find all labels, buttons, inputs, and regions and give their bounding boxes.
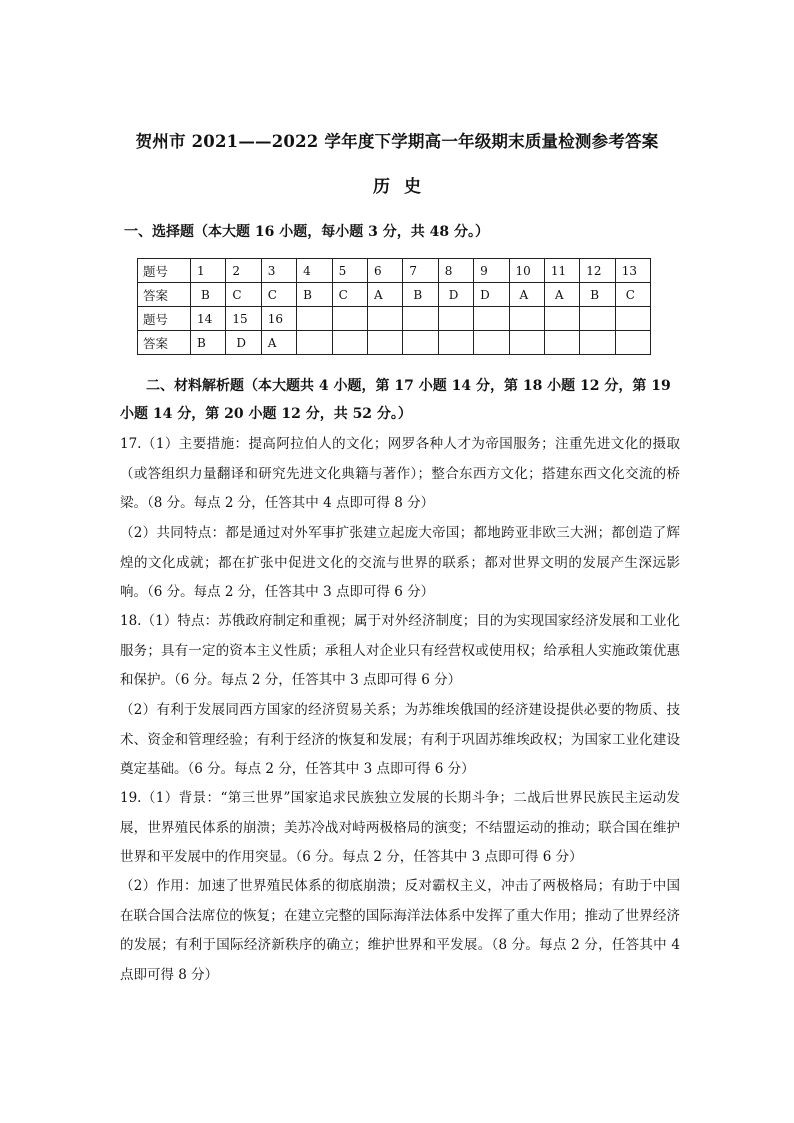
empty-cell — [580, 307, 615, 331]
question-number: 7 — [403, 259, 438, 283]
answer-cell: B — [191, 331, 226, 355]
empty-cell — [367, 331, 402, 355]
question-number: 3 — [261, 259, 296, 283]
answer-cell: B — [297, 283, 332, 307]
answer-cell: B — [191, 283, 226, 307]
subject-title: 历史 — [373, 177, 435, 197]
empty-cell — [615, 331, 650, 355]
question-number: 6 — [367, 259, 402, 283]
answer-cell: A — [261, 331, 296, 355]
empty-cell — [332, 331, 367, 355]
answer-cell: D — [474, 283, 509, 307]
document-title: 贺州市 2021——2022 学年度下学期高一年级期末质量检测参考答案 — [135, 132, 659, 151]
question-number: 4 — [297, 259, 332, 283]
question-number: 2 — [226, 259, 261, 283]
answer-cell: D — [226, 331, 261, 355]
question-number: 9 — [474, 259, 509, 283]
empty-cell — [615, 307, 650, 331]
answer-cell: D — [438, 283, 473, 307]
answer-cell: C — [226, 283, 261, 307]
question-number: 5 — [332, 259, 367, 283]
empty-cell — [297, 307, 332, 331]
answer-cell: C — [261, 283, 296, 307]
answer-cell: A — [367, 283, 402, 307]
table-row-question-numbers-2 — [138, 307, 651, 331]
row-label-answer: 答案 — [138, 331, 191, 355]
table-row-answers-2 — [138, 331, 651, 355]
row-label-question: 题号 — [138, 307, 191, 331]
empty-cell — [474, 307, 509, 331]
empty-cell — [438, 331, 473, 355]
answer-cell: B — [580, 283, 615, 307]
empty-cell — [438, 307, 473, 331]
answer-17-part-2: （2）共同特点：都是通过对外军事扩张建立起庞大帝国；都地跨亚非欧三大洲；都创造了辉煌的文化成就；都在扩张中促进文化的交流与世界的联系；都对世界文明的发展产生深远影响。（6 分。每点 2 分，任答其中 3 点即可得 6 分） — [120, 525, 680, 600]
section2-heading: 二、材料解析题（本大题共 4 小题，第 17 小题 14 分，第 18 小题 12 分，第 19 小题 14 分，第 20 小题 12 分，共 52 分。） — [120, 378, 671, 422]
empty-cell — [332, 307, 367, 331]
answer-cell: C — [332, 283, 367, 307]
question-number: 10 — [509, 259, 544, 283]
empty-cell — [509, 307, 544, 331]
answer-17-part-1: 17.（1）主要措施：提高阿拉伯人的文化；网罗各种人才为帝国服务；注重先进文化的摄取（或答组织力量翻译和研究先进文化典籍与著作）；整合东西方文化；搭建东西文化交流的桥梁。（8 分。每点 2 分，任答其中 4 点即可得 8 分） — [120, 436, 680, 511]
question-number: 15 — [226, 307, 261, 331]
empty-cell — [544, 307, 579, 331]
empty-cell — [580, 331, 615, 355]
empty-cell — [403, 307, 438, 331]
question-number: 12 — [580, 259, 615, 283]
answer-cell: B — [403, 283, 438, 307]
empty-cell — [367, 307, 402, 331]
answer-cell: A — [509, 283, 544, 307]
table-row-answers-1 — [138, 283, 651, 307]
answer-table — [137, 258, 651, 355]
empty-cell — [403, 331, 438, 355]
row-label-answer: 答案 — [138, 283, 191, 307]
answer-18-part-2: （2）有利于发展同西方国家的经济贸易关系；为苏维埃俄国的经济建设提供必要的物质、技术、资金和管理经验；有利于经济的恢复和发展；有利于巩固苏维埃政权；为国家工业化建设奠定基础。（6 分。每点 2 分，任答其中 3 点即可得 6 分） — [120, 702, 680, 777]
answer-cell: C — [615, 283, 650, 307]
row-label-question: 题号 — [138, 259, 191, 283]
answer-19-part-2: （2）作用：加速了世界殖民体系的彻底崩溃；反对霸权主义，冲击了两极格局；有助于中国在联合国合法席位的恢复；在建立完整的国际海洋法体系中发挥了重大作用；推动了世界经济的发展；有利于国际经济新秩序的确立；维护世界和平发展。（8 分。每点 2 分，任答其中 4 点即可得 8 分） — [120, 878, 680, 983]
section1-heading: 一、选择题（本大题 16 小题，每小题 3 分，共 48 分。） — [124, 224, 489, 240]
question-number: 11 — [544, 259, 579, 283]
table-row-question-numbers-1 — [138, 259, 651, 283]
question-number: 16 — [261, 307, 296, 331]
empty-cell — [297, 331, 332, 355]
empty-cell — [474, 331, 509, 355]
answer-cell: A — [544, 283, 579, 307]
question-number: 1 — [191, 259, 226, 283]
answer-19-part-1: 19.（1）背景：“第三世界”国家追求民族独立发展的长期斗争；二战后世界民族民主运动发展，世界殖民体系的崩溃；美苏冷战对峙两极格局的演变；不结盟运动的推动；联合国在维护世界和平发展中的作用突显。（6 分。每点 2 分，任答其中 3 点即可得 6 分） — [120, 790, 680, 865]
empty-cell — [544, 331, 579, 355]
question-number: 13 — [615, 259, 650, 283]
question-number: 14 — [191, 307, 226, 331]
answer-18-part-1: 18.（1）特点：苏俄政府制定和重视；属于对外经济制度；目的为实现国家经济发展和工业化服务；具有一定的资本主义性质；承租人对企业只有经营权或使用权；给承租人实施政策优惠和保护。（6 分。每点 2 分，任答其中 3 点即可得 6 分） — [120, 613, 680, 688]
empty-cell — [509, 331, 544, 355]
question-number: 8 — [438, 259, 473, 283]
